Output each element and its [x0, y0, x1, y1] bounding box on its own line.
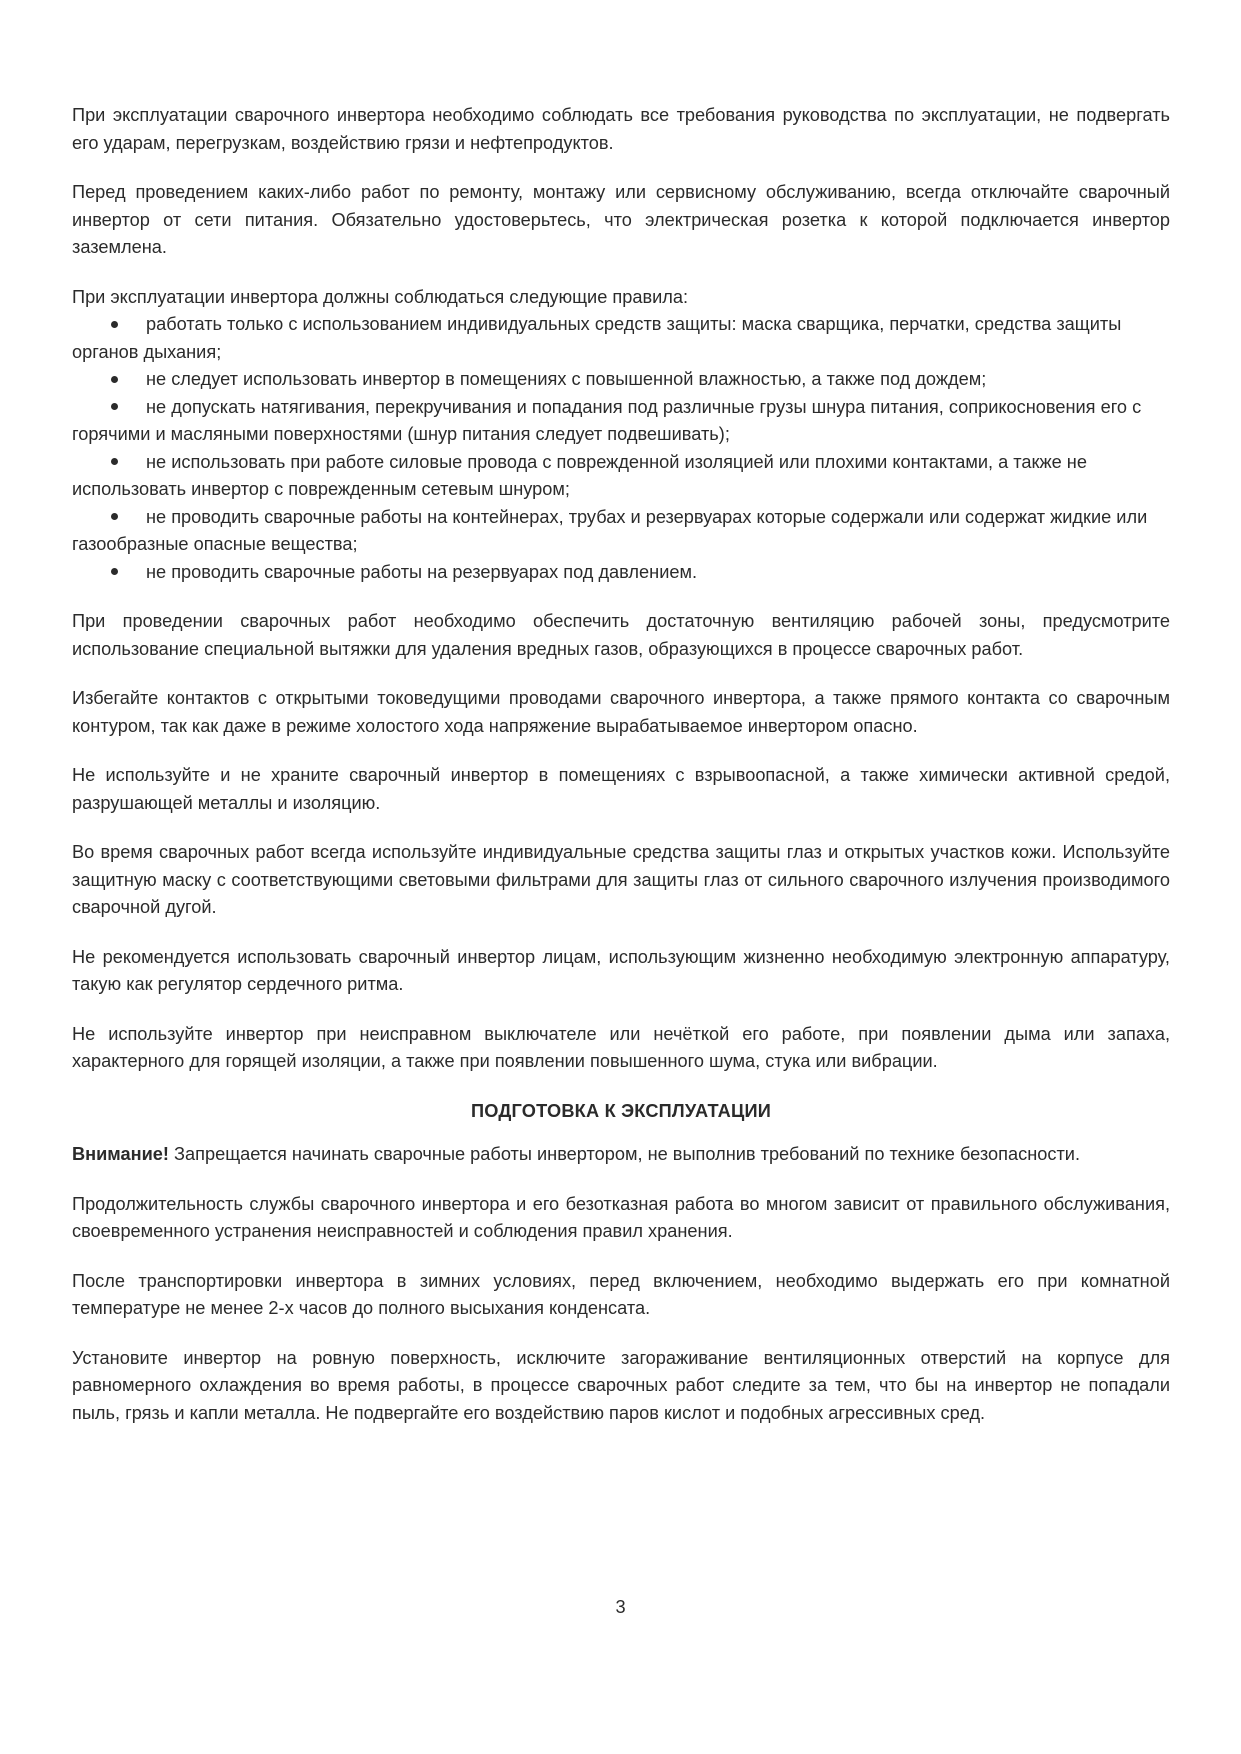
warning-paragraph	[72, 1141, 1170, 1169]
paragraph-disconnect-power: Перед проведением каких-либо работ по ремонту, монтажу или сервисному обслуживанию, всегда отключайте сварочный инвертор от сети питания. Обязательно удостоверьтесь, что электрическая розетка к которой подключается инвертор заземлена.	[72, 182, 1170, 257]
bullet-icon	[72, 559, 146, 587]
list-item: работать только с использованием индивидуальных средств защиты: маска сварщика, перчатки, средства защиты органов дыхания;	[72, 311, 1170, 366]
list-item: не следует использовать инвертор в помещениях с повышенной влажностью, а также под дождем;	[72, 366, 1170, 394]
bullet-icon	[72, 504, 146, 532]
list-item: не проводить сварочные работы на резервуарах под давлением.	[72, 559, 1170, 587]
page-number: 3	[615, 1597, 626, 1617]
paragraph-avoid-contacts: Избегайте контактов с открытыми токоведущими проводами сварочного инвертора, а также прямого контакта со сварочным контуром, так как даже в режиме холостого хода напряжение вырабатываемое инвертором опасно.	[72, 688, 1170, 736]
bullet-icon	[72, 311, 146, 339]
paragraph-storage: Не используйте и не храните сварочный инвертор в помещениях с взрывоопасной, а также химически активной средой, разрушающей металлы и изоляцию.	[72, 765, 1170, 813]
rules-intro: При эксплуатации инвертора должны соблюдаться следующие правила:	[72, 286, 689, 307]
paragraph-operation-requirements: При эксплуатации сварочного инвертора необходимо соблюдать все требования руководства по эксплуатации, не подвергать его ударам, перегрузкам, воздействию грязи и нефтепродуктов.	[72, 105, 1170, 153]
list-item: не использовать при работе силовые провода с поврежденной изоляцией или плохими контактами, а также не использовать инвертор с поврежденным сетевым шнуром;	[72, 449, 1170, 504]
warning-label: Внимание!	[72, 1144, 169, 1164]
paragraph-pacemaker: Не рекомендуется использовать сварочный инвертор лицам, использующим жизненно необходимую электронную аппаратуру, такую как регулятор сердечного ритма.	[72, 946, 1170, 994]
warning-text: Запрещается начинать сварочные работы инвертором, не выполнив требований по технике безопасности.	[168, 1144, 1081, 1164]
bullet-icon	[72, 449, 146, 477]
paragraph-service-life: Продолжительность службы сварочного инвертора и его безотказная работа во многом зависит от правильного обслуживания, своевременного устранения неисправностей и соблюдения правил хранения.	[72, 1193, 1170, 1241]
paragraph-transport: После транспортировки инвертора в зимних условиях, перед включением, необходимо выдержать его при комнатной температуре не менее 2-х часов до полного высыхания конденсата.	[72, 1270, 1170, 1318]
paragraph-malfunction: Не используйте инвертор при неисправном выключателе или нечёткой его работе, при появлении дыма или запаха, характерного для горящей изоляции, а также при появлении повышенного шума, стука или вибрации.	[72, 1023, 1170, 1071]
bullet-icon	[72, 366, 146, 394]
section-heading: ПОДГОТОВКА К ЭКСПЛУАТАЦИИ	[470, 1100, 771, 1121]
bullet-icon	[72, 394, 146, 422]
document-page	[72, 102, 1170, 1449]
list-item: не допускать натягивания, перекручивания и попадания под различные грузы шнура питания, соприкосновения его с горячими и масляными поверхностями (шнур питания следует подвешивать);	[72, 394, 1170, 449]
rules-list	[72, 311, 1170, 586]
paragraph-installation: Установите инвертор на ровную поверхность, исключите загораживание вентиляционных отверстий на корпусе для равномерного охлаждения во время работы, в процессе сварочных работ следите за тем, что бы на инвертор не попадали пыль, грязь и капли металла. Не подвергайте его воздействию паров кислот и подобных агрессивных сред.	[72, 1347, 1170, 1423]
paragraph-ventilation: При проведении сварочных работ необходимо обеспечить достаточную вентиляцию рабочей зоны, предусмотрите использование специальной вытяжки для удаления вредных газов, образующихся в процессе сварочных работ.	[72, 611, 1170, 659]
list-item: не проводить сварочные работы на контейнерах, трубах и резервуарах которые содержали или содержат жидкие или газообразные опасные вещества;	[72, 504, 1170, 559]
paragraph-eye-protection: Во время сварочных работ всегда используйте индивидуальные средства защиты глаз и открытых участков кожи. Используйте защитную маску с соответствующими световыми фильтрами для защиты глаз от сильного сварочного излучения производимого сварочной дугой.	[72, 842, 1170, 917]
